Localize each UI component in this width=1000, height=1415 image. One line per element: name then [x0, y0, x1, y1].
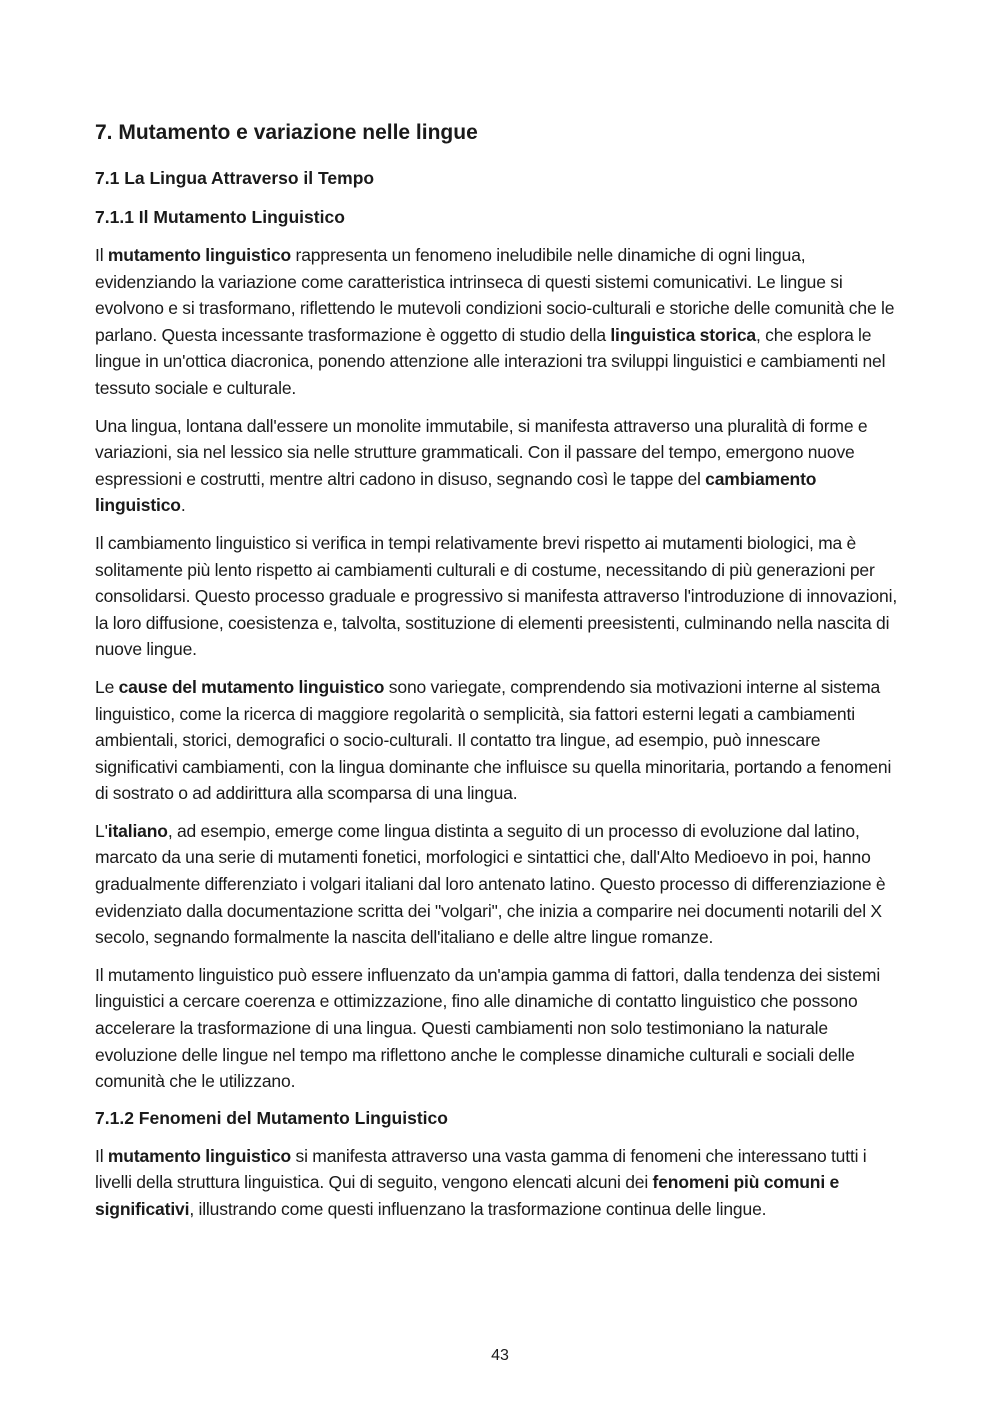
paragraph-1-text: , che esplora le lingue in un'ottica diacronica, ponendo attenzione alle interazioni tra sviluppi linguistici e cambiamenti nel tessuto sociale e culturale.: [95, 324, 886, 398]
paragraph-5-text: , ad esempio, emerge come lingua distinta a seguito di un processo di evoluzione dal latino, marcato da una serie di mutamenti fonetici, morfologici e sintattici che, dall'Alto Medioevo in poi, hanno gradualmente differenziato i volgari italiani dal loro antenato latino. Questo processo di differenziazione è evidenziato dalla documentazione scritta dei "volgari", che inizia a comparire nei documenti notarili del X secolo, segnando formalmente la nascita dell'italiano e delle altre lingue romanze.: [95, 820, 886, 948]
paragraph-7-text: si manifesta attraverso una vasta gamma di fenomeni che interessano tutti i livelli della struttura linguistica. Qui di seguito, vengono elencati alcuni dei: [95, 1145, 867, 1193]
paragraph-5: [95, 818, 907, 951]
paragraph-7-text: , illustrando come questi influenzano la trasformazione continua delle lingue.: [189, 1199, 767, 1219]
paragraph-4-text: Le: [95, 676, 119, 697]
paragraph-5-bold: italiano: [107, 820, 168, 841]
paragraph-4-text: sono variegate, comprendendo sia motivazioni interne al sistema linguistico, come la ricerca di maggiore regolarità o semplicità, sia fattori esterni legati a cambiamenti ambientali, storici, demografici o socio-culturali. Il contatto tra lingue, ad esempio, può innescare significativi cambiamenti, con la lingua dominante che influisce su quella minoritaria, portando a fenomeni di sostrato o ad addirittura alla scomparsa di una lingua.: [95, 676, 892, 804]
paragraph-7: [95, 1143, 907, 1223]
paragraph-2: [95, 413, 907, 519]
chapter-title: 7. Mutamento e variazione nelle lingue: [95, 121, 478, 144]
page-content: [95, 118, 907, 1234]
paragraph-2-text: .: [180, 495, 186, 516]
paragraph-3: Il cambiamento linguistico si verifica in tempi relativamente brevi rispetto ai mutamenti biologici, ma è solitamente più lento rispetto ai cambiamenti culturali e di costume, necessitando di più generazioni per consolidarsi. Questo processo graduale e progressivo si manifesta attraverso l'introduzione di innovazioni, la loro diffusione, coesistenza e, talvolta, sostituzione di elementi preesistenti, culminando nella nascita di nuove lingue.: [95, 532, 898, 660]
paragraph-7-bold: mutamento linguistico: [107, 1145, 292, 1166]
paragraph-2-bold: cambiamento linguistico: [95, 468, 817, 516]
paragraph-1-bold: linguistica storica: [610, 324, 756, 345]
paragraph-2-text: Una lingua, lontana dall'essere un monolite immutabile, si manifesta attraverso una pluralità di forme e variazioni, sia nel lessico sia nelle strutture grammaticali. Con il passare del tempo, emergono nuove espressioni e costrutti, mentre altri cadono in disuso, segnando così le tappe del: [95, 415, 868, 489]
paragraph-6: Il mutamento linguistico può essere influenzato da un'ampia gamma di fattori, dalla tendenza dei sistemi linguistici a cercare coerenza e ottimizzazione, fino alle dinamiche di contatto linguistico che possono accelerare la trasformazione di una lingua. Questi cambiamenti non solo testimoniano la naturale evoluzione delle lingue nel tempo ma riflettono anche le complesse dinamiche culturali e sociali delle comunità che le utilizzano.: [95, 964, 881, 1092]
paragraph-7-text: Il: [95, 1145, 108, 1166]
subsection-title-2: 7.1.2 Fenomeni del Mutamento Linguistico: [95, 1107, 448, 1128]
subsection-title-1: 7.1.1 Il Mutamento Linguistico: [95, 207, 345, 227]
paragraph-7-bold: fenomeni più comuni e significativi: [95, 1172, 840, 1219]
paragraph-1-bold: mutamento linguistico: [107, 245, 292, 265]
paragraph-5-text: L': [95, 820, 108, 841]
paragraph-4: [95, 674, 907, 807]
section-title: 7.1 La Lingua Attraverso il Tempo: [95, 168, 375, 188]
page-number: 43: [491, 1347, 509, 1364]
paragraph-4-bold: cause del mutamento linguistico: [118, 676, 385, 697]
paragraph-1: [95, 242, 907, 402]
paragraph-1-text: rappresenta un fenomeno ineludibile nelle dinamiche di ogni lingua, evidenziando la variazione come caratteristica intrinseca di questi sistemi comunicativi. Le lingue si evolvono e si trasformano, riflettendo le mutevoli condizioni socio-culturali e storiche delle comunità che le parlano. Questa incessante trasformazione è oggetto di studio della: [95, 245, 895, 345]
paragraph-1-text: Il: [95, 245, 108, 265]
